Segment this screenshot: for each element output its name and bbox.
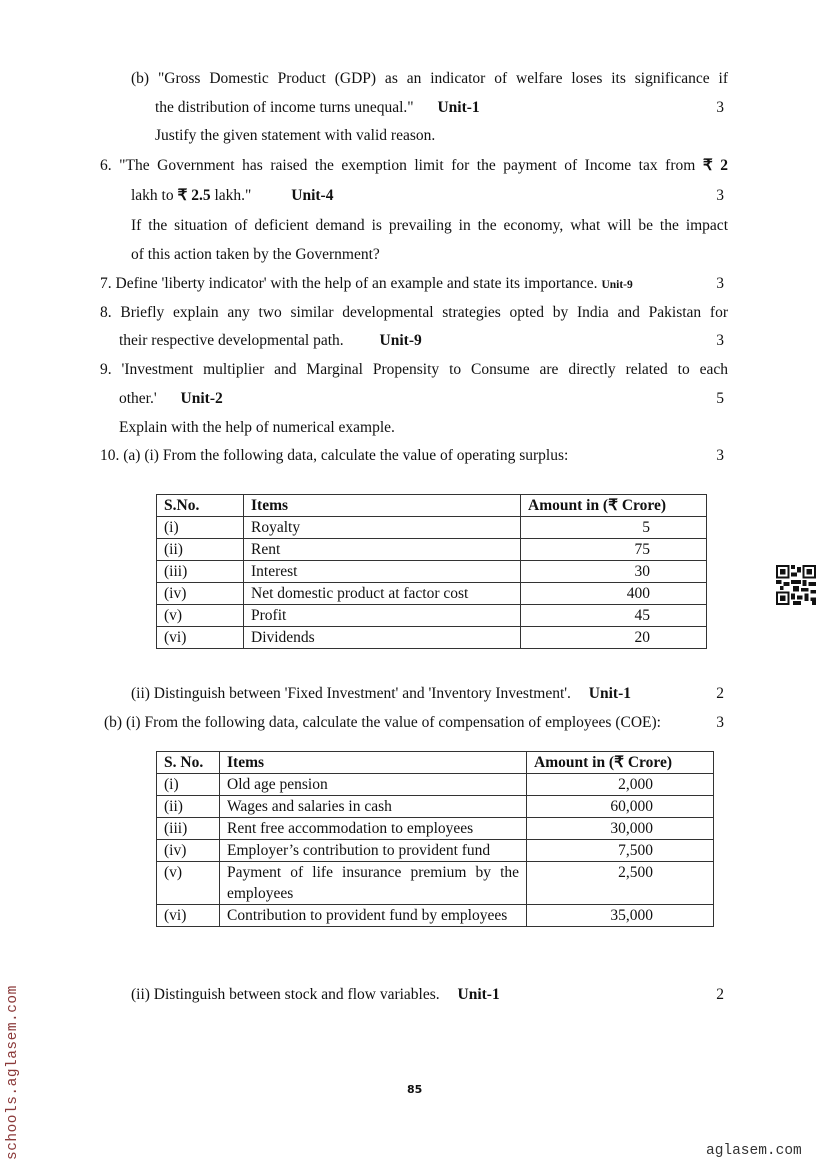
cell-sno: (ii) (157, 796, 220, 818)
q10a-i-text: 10. (a) (i) From the following data, calculate the value of operating surplus: (100, 447, 569, 464)
cell-amount: 2,500 (527, 862, 714, 905)
q10a-i-marks: 3 (716, 447, 724, 464)
cell-amount: 45 (521, 605, 707, 627)
q6-amount-to: ₹ 2.5 (177, 187, 211, 204)
cell-amount: 35,000 (527, 905, 714, 927)
col-header-sno: S. No. (157, 752, 220, 774)
table-row (157, 517, 707, 539)
operating-surplus-table (156, 494, 707, 649)
q10b-ii-text: (ii) Distinguish between stock and flow variables. (131, 986, 440, 1003)
q9-marks: 5 (716, 390, 724, 407)
table-header-row (157, 495, 707, 517)
cell-sno: (i) (157, 517, 244, 539)
q10b-i-marks: 3 (716, 714, 724, 731)
table-row (157, 774, 714, 796)
cell-item: Royalty (244, 517, 521, 539)
cell-item: Wages and salaries in cash (220, 796, 527, 818)
cell-sno: (iii) (157, 561, 244, 583)
q9-text: other.' (119, 390, 157, 407)
watermark-right: aglasem.com (706, 1143, 802, 1159)
cell-item: Profit (244, 605, 521, 627)
q5b-marks: 3 (716, 99, 724, 116)
q9-line1: 9. 'Investment multiplier and Marginal Propensity to Consume are directly related to each (100, 361, 728, 378)
cell-sno: (i) (157, 774, 220, 796)
cell-sno: (iv) (157, 583, 244, 605)
q6-line2 (131, 186, 333, 206)
q8-marks: 3 (716, 332, 724, 349)
qr-code-icon (776, 565, 816, 605)
cell-sno: (v) (157, 862, 220, 905)
q5b-line3: Justify the given statement with valid reason. (155, 127, 436, 144)
cell-amount: 5 (521, 517, 707, 539)
cell-item: Contribution to provident fund by employees (220, 905, 527, 927)
cell-sno: (ii) (157, 539, 244, 561)
col-header-sno: S.No. (157, 495, 244, 517)
table-row (157, 818, 714, 840)
col-header-items: Items (220, 752, 527, 774)
cell-item: Net domestic product at factor cost (244, 583, 521, 605)
table-header-row (157, 752, 714, 774)
q10a-ii-marks: 2 (716, 685, 724, 702)
q9-unit: Unit-2 (180, 390, 223, 407)
cell-item: Interest (244, 561, 521, 583)
q10a-ii-text: (ii) Distinguish between 'Fixed Investment' and 'Inventory Investment'. (131, 685, 571, 702)
coe-table (156, 751, 714, 927)
q10a-ii-unit: Unit-1 (588, 685, 631, 702)
q6-line4: of this action taken by the Government? (131, 246, 380, 263)
cell-item: Rent (244, 539, 521, 561)
cell-item: Payment of life insurance premium by the employees (220, 862, 527, 905)
q5b-line1: (b) "Gross Domestic Product (GDP) as an indicator of welfare loses its significance if (131, 70, 728, 87)
q7-text: 7. Define 'liberty indicator' with the help of an example and state its importance. (100, 275, 598, 292)
q6-line1 (100, 156, 728, 176)
cell-amount: 75 (521, 539, 707, 561)
q10b-i-text: (b) (i) From the following data, calculate the value of compensation of employees (COE): (104, 714, 661, 731)
cell-sno: (vi) (157, 905, 220, 927)
q6-line3: If the situation of deficient demand is prevailing in the economy, what will be the impact (131, 217, 728, 234)
q8-line1: 8. Briefly explain any two similar developmental strategies opted by India and Pakistan for (100, 304, 728, 321)
q6-marks: 3 (716, 187, 724, 204)
q10b-ii-unit: Unit-1 (457, 986, 500, 1003)
q6-text-post: lakh." (210, 187, 252, 204)
table-row (157, 862, 714, 905)
col-header-amount: Amount in (₹ Crore) (527, 752, 714, 774)
table-row (157, 840, 714, 862)
q7-line (100, 274, 633, 295)
q9-line3: Explain with the help of numerical example. (119, 419, 395, 436)
cell-sno: (vi) (157, 627, 244, 649)
cell-item: Dividends (244, 627, 521, 649)
watermark-left: schools.aglasem.com (5, 985, 21, 1160)
cell-sno: (iv) (157, 840, 220, 862)
q7-marks: 3 (716, 275, 724, 292)
table-row (157, 796, 714, 818)
q6-text-pre: lakh to (131, 187, 178, 204)
col-header-amount: Amount in (₹ Crore) (521, 495, 707, 517)
cell-amount: 30 (521, 561, 707, 583)
table-row (157, 561, 707, 583)
cell-amount: 60,000 (527, 796, 714, 818)
cell-amount: 20 (521, 627, 707, 649)
q10a-ii-line (131, 684, 631, 704)
cell-item: Old age pension (220, 774, 527, 796)
q9-line2 (119, 389, 223, 409)
q5b-unit: Unit-1 (437, 99, 480, 116)
cell-amount: 2,000 (527, 774, 714, 796)
cell-item: Rent free accommodation to employees (220, 818, 527, 840)
cell-amount: 400 (521, 583, 707, 605)
cell-item: Employer’s contribution to provident fund (220, 840, 527, 862)
q5b-text: the distribution of income turns unequal." (155, 99, 414, 116)
cell-sno: (v) (157, 605, 244, 627)
cell-amount: 30,000 (527, 818, 714, 840)
cell-amount: 7,500 (527, 840, 714, 862)
q8-line2 (119, 331, 422, 351)
table-row (157, 905, 714, 927)
q6-amount-from: ₹ 2 (702, 157, 728, 174)
cell-sno: (iii) (157, 818, 220, 840)
q8-unit: Unit-9 (379, 332, 422, 349)
q8-text: their respective developmental path. (119, 332, 344, 349)
q7-unit: Unit-9 (601, 279, 633, 291)
q6-text: 6. "The Government has raised the exemption limit for the payment of Income tax from (100, 157, 703, 174)
table-row (157, 583, 707, 605)
table-row (157, 539, 707, 561)
col-header-items: Items (244, 495, 521, 517)
page-number: 85 (407, 1083, 423, 1096)
q5b-line2 (155, 98, 480, 118)
q6-unit: Unit-4 (291, 187, 334, 204)
q10b-ii-line (131, 985, 500, 1005)
q10b-ii-marks: 2 (716, 986, 724, 1003)
table-row (157, 627, 707, 649)
table-row (157, 605, 707, 627)
